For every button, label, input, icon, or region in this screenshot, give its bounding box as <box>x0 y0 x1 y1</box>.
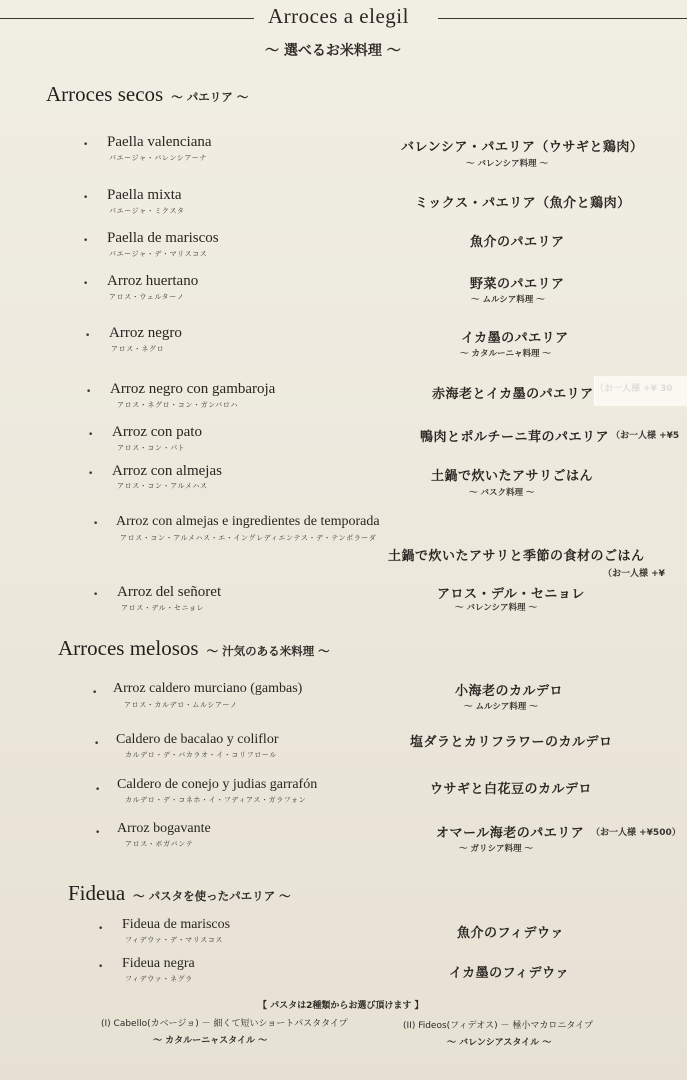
dish-reading: フィデウァ・ネグラ <box>125 975 193 983</box>
dish-name-jp: 魚介のフィデウァ <box>457 926 564 941</box>
dish-reading: フィデウァ・デ・マリスコス <box>125 936 224 944</box>
bullet: • <box>98 962 104 972</box>
dish-reading: アロス・ボガバンテ <box>125 840 194 848</box>
header-rule-right <box>438 18 687 19</box>
dish-name: Fideua de mariscos <box>122 917 231 932</box>
dish-name: Caldero de bacalao y coliflor <box>116 732 279 747</box>
section-title: Fideua <box>68 881 126 905</box>
dish-reading: アロス・コン・アルメハス <box>117 482 208 490</box>
regional-style: ～ カタルーニャ料理 ～ <box>460 349 551 359</box>
bullet: • <box>88 430 94 440</box>
dish-name-jp: ウサギと白花豆のカルデロ <box>430 782 593 797</box>
regional-style: ～ ムルシア料理 ～ <box>471 295 545 305</box>
pasta-note-heading: 【 パスタは2種類からお選び頂けます 】 <box>258 1001 424 1011</box>
dish-reading: アロス・コン・パト <box>117 444 186 452</box>
section-subtitle: ～ 汁気のある米料理 ～ <box>206 644 330 658</box>
section-heading-secos <box>46 82 248 107</box>
pasta-option-2-style: ～ バレンシアスタイル ～ <box>447 1038 552 1048</box>
dish-reading: パエージャ・ミクスタ <box>109 207 185 215</box>
dish-name-jp: 土鍋で炊いたアサリごはん <box>431 469 594 484</box>
bullet: • <box>98 924 104 934</box>
section-heading-fideua <box>68 881 291 906</box>
header-rule-left <box>0 18 254 19</box>
bullet: • <box>85 331 91 341</box>
bullet: • <box>83 236 89 246</box>
dish-name-jp: 小海老のカルデロ <box>455 684 564 699</box>
menu-title: Arroces a elegil <box>268 4 409 28</box>
dish-name-jp: イカ墨のフィデウァ <box>449 966 569 981</box>
dish-name-jp: アロス・デル・セニョレ <box>437 587 585 602</box>
dish-name: Arroz negro con gambaroja <box>110 381 276 397</box>
dish-reading: アロス・ネグロ・コン・ガンバロハ <box>117 401 239 409</box>
dish-name-jp: オマール海老のパエリア <box>436 826 585 841</box>
regional-style: ～ ムルシア料理 ～ <box>464 702 538 712</box>
price-supplement: （お一人様 +¥5 <box>611 431 680 441</box>
dish-reading: パエージャ・デ・マリスコス <box>109 250 208 258</box>
regional-style: ～ バレンシア料理 ～ <box>455 603 537 613</box>
bullet: • <box>83 193 89 203</box>
dish-name-jp: 赤海老とイカ墨のパエリア <box>432 387 594 402</box>
dish-name-jp: 鴨肉とポルチーニ茸のパエリア <box>420 430 610 445</box>
dish-name: Paella mixta <box>107 187 182 203</box>
dish-name: Arroz negro <box>109 325 182 341</box>
bullet: • <box>88 469 94 479</box>
regional-style: ～ バスク料理 ～ <box>469 488 535 498</box>
section-subtitle: ～ パエリア ～ <box>171 90 249 104</box>
dish-name: Arroz huertano <box>107 273 199 289</box>
dish-name: Arroz del señoret <box>117 584 222 600</box>
bullet: • <box>94 739 100 749</box>
pasta-option-1-style: ～ カタルーニャスタイル ～ <box>153 1036 268 1046</box>
dish-name-jp: ミックス・パエリア（魚介と鶏肉） <box>415 196 631 211</box>
dish-name: Paella valenciana <box>107 134 212 150</box>
dish-name-jp: 魚介のパエリア <box>470 235 565 250</box>
regional-style: ～ バレンシア料理 ～ <box>466 159 548 169</box>
dish-name: Arroz con pato <box>112 424 202 440</box>
bullet: • <box>93 590 99 600</box>
dish-reading: アロス・デル・セニョレ <box>121 604 205 612</box>
dish-reading: カルデロ・デ・コネホ・イ・フディアス・ガラフォン <box>125 796 307 804</box>
dish-reading: パエージャ・バレンシアーナ <box>109 154 207 162</box>
dish-reading: アロス・カルデロ・ムルシアーノ <box>124 701 238 709</box>
price-supplement: （お一人様 +¥ <box>603 569 665 579</box>
section-title: Arroces secos <box>46 82 164 106</box>
menu-subtitle: ～ 選べるお米料理 ～ <box>265 43 401 59</box>
dish-name-jp: バレンシア・パエリア（ウサギと鶏肉） <box>401 140 644 155</box>
bullet: • <box>86 387 92 397</box>
dish-reading: アロス・ネグロ <box>111 345 165 353</box>
dish-reading: アロス・コン・アルメハス・エ・イングレディエンテス・デ・テンポラーダ <box>120 534 377 542</box>
dish-name-jp: 野菜のパエリア <box>470 277 565 292</box>
bullet: • <box>95 828 101 838</box>
bullet: • <box>83 279 89 289</box>
dish-name: Fideua negra <box>122 956 195 971</box>
section-title: Arroces melosos <box>58 636 199 660</box>
pasta-option-1: (I) Cabello(カベージョ) － 細くて短いショートパスタタイプ <box>101 1019 348 1029</box>
dish-name: Paella de mariscos <box>107 230 219 246</box>
dish-name-jp: イカ墨のパエリア <box>461 331 569 346</box>
section-subtitle: ～ パスタを使ったパエリア ～ <box>133 889 291 903</box>
dish-name: Caldero de conejo y judias garrafón <box>117 777 318 792</box>
dish-name: Arroz bogavante <box>117 821 211 836</box>
price-supplement: （お一人様 +¥500） <box>591 828 681 838</box>
white-tape-overlay <box>594 376 687 406</box>
dish-reading: カルデロ・デ・バカラオ・イ・コリフロール <box>125 751 277 759</box>
section-heading-melosos <box>58 636 330 661</box>
bullet: • <box>92 688 98 698</box>
bullet: • <box>93 519 99 529</box>
regional-style: ～ ガリシア料理 ～ <box>459 844 533 854</box>
dish-name: Arroz caldero murciano (gambas) <box>113 681 303 696</box>
dish-name-jp: 塩ダラとカリフラワーのカルデロ <box>410 735 613 750</box>
bullet: • <box>95 785 101 795</box>
dish-name: Arroz con almejas <box>112 463 222 479</box>
dish-name-jp: 土鍋で炊いたアサリと季節の食材のごはん <box>388 549 645 564</box>
bullet: • <box>83 140 89 150</box>
dish-name: Arroz con almejas e ingredientes de temporada <box>116 514 380 529</box>
pasta-option-2: (II) Fideos(フィデオス) － 極小マカロニタイプ <box>403 1021 593 1031</box>
dish-reading: アロス・ウェルターノ <box>109 293 185 301</box>
